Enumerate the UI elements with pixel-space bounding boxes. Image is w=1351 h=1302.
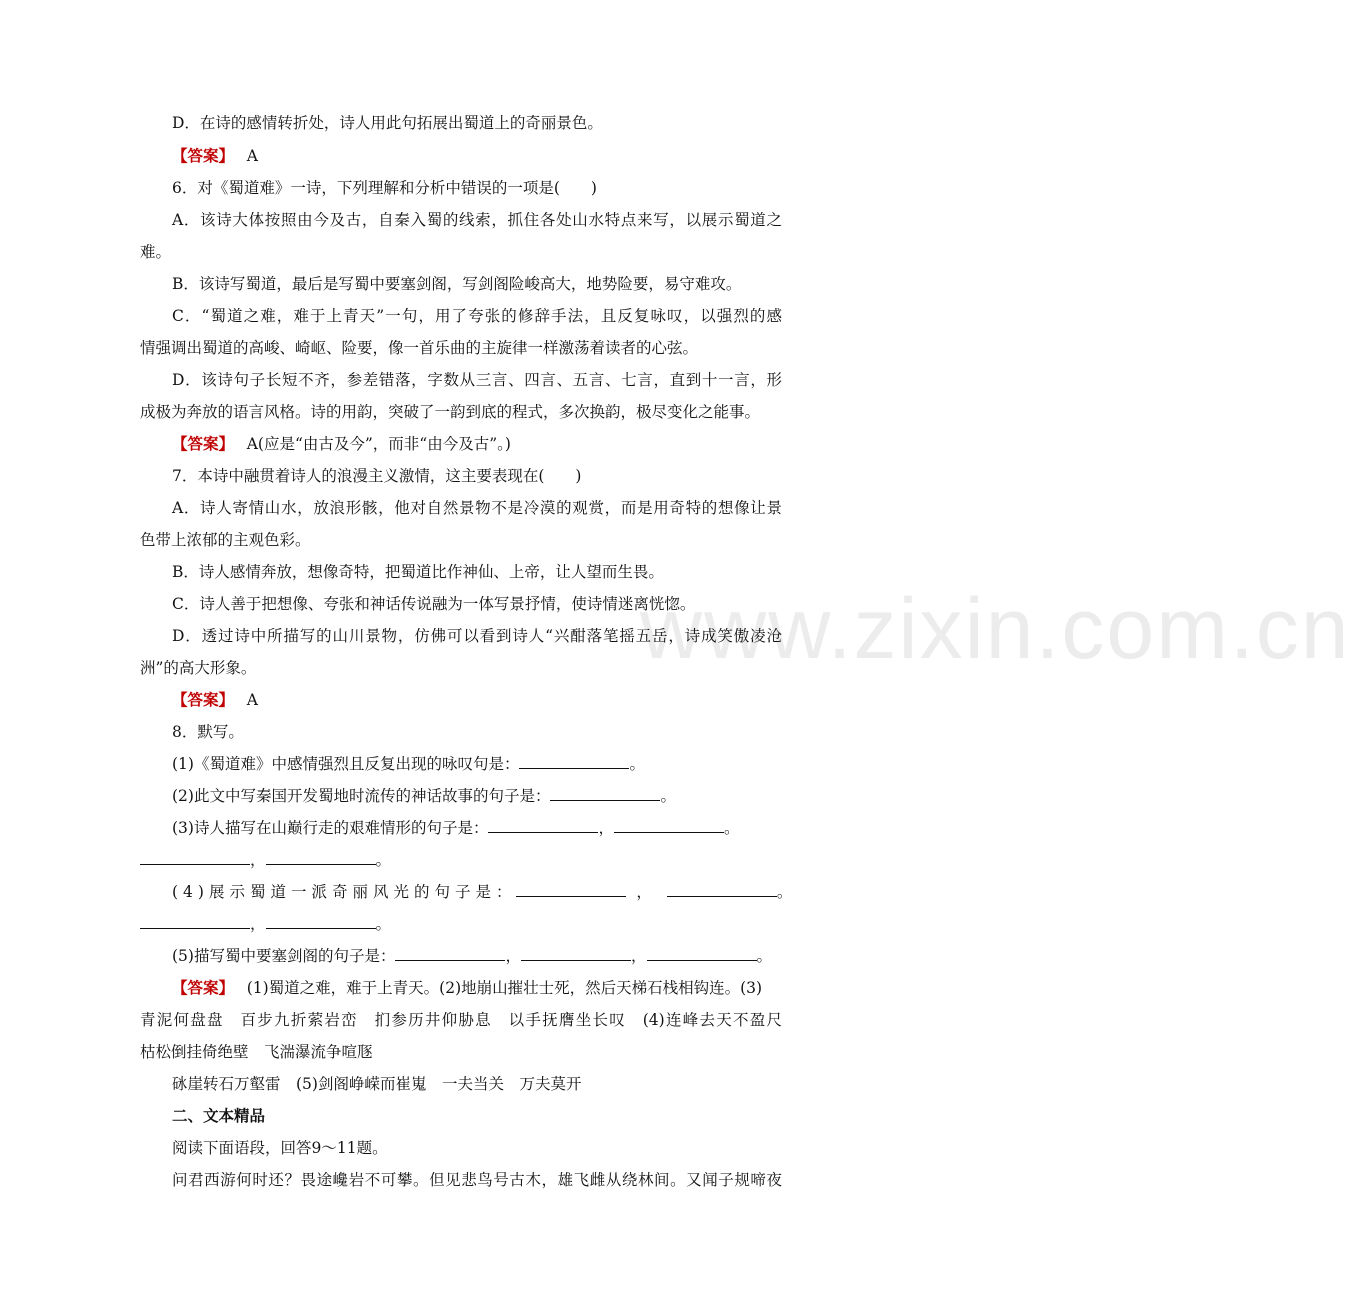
option-d-q7-cont: 洲”的高大形象。 (140, 659, 257, 677)
answer-tag: 【答案】 (172, 434, 227, 453)
dictation-3-cont: ， 。 (140, 849, 782, 871)
blank[interactable] (516, 882, 626, 897)
answer-q8-cont: 枯松倒挂倚绝壁 飞湍瀑流争喧豗 (140, 1043, 373, 1061)
option-d-q6: D．该诗句子长短不齐，参差错落，字数从三言、四言、五言、七言，直到十一言，形 (172, 371, 782, 389)
dictation-1: (1)《蜀道难》中感情强烈且反复出现的咏叹句是： 。 (172, 755, 645, 773)
dictation-2: (2)此文中写秦国开发蜀地时流传的神话故事的句子是： 。 (172, 787, 676, 805)
answer-tag: 【答案】 (172, 146, 227, 165)
question-8: 8．默写。 (172, 723, 244, 741)
option-a-q7: A．诗人寄情山水，放浪形骸，他对自然景物不是冷漠的观赏，而是用奇特的想像让景 (172, 499, 782, 517)
blank[interactable] (140, 850, 250, 865)
reading-passage: 问君西游何时还？畏途巉岩不可攀。但见悲鸟号古木，雄飞雌从绕林间。又闻子规啼夜 (172, 1171, 782, 1189)
answer-q8-cont: 青泥何盘盘 百步九折萦岩峦 扪参历井仰胁息 以手抚膺坐长叹 (4)连峰去天不盈尺 (140, 1011, 782, 1029)
answer-q7 (172, 689, 782, 711)
answer-q5 (172, 145, 782, 167)
answer-q8 (172, 977, 782, 999)
option-b-q6: B．该诗写蜀道，最后是写蜀中要塞剑阁，写剑阁险峻高大，地势险要，易守难攻。 (172, 275, 742, 293)
blank[interactable] (614, 818, 724, 833)
blank[interactable] (521, 946, 631, 961)
answer-text: A (246, 691, 258, 709)
question-6: 6．对《蜀道难》一诗，下列理解和分析中错误的一项是( ) (172, 179, 597, 197)
option-c-q6-cont: 情强调出蜀道的高峻、崎岖、险要，像一首乐曲的主旋律一样激荡着读者的心弦。 (140, 339, 699, 357)
question-7: 7．本诗中融贯着诗人的浪漫主义激情，这主要表现在( ) (172, 467, 582, 485)
answer-text: (1)蜀道之难，难于上青天。(2)地崩山摧壮士死，然后天梯石栈相钩连。(3) (246, 979, 763, 997)
blank[interactable] (647, 946, 757, 961)
answer-text: A (246, 147, 258, 165)
reading-instruction: 阅读下面语段，回答9～11题。 (172, 1139, 388, 1157)
option-d-q6-cont: 成极为奔放的语言风格。诗的用韵，突破了一韵到底的程式，多次换韵，极尽变化之能事。 (140, 403, 761, 421)
dictation-4: (4)展示蜀道一派奇丽风光的句子是： ， 。 (172, 883, 798, 901)
blank[interactable] (266, 850, 376, 865)
blank[interactable] (395, 946, 505, 961)
blank[interactable] (488, 818, 598, 833)
option-a-q6: A．该诗大体按照由今及古，自秦入蜀的线索，抓住各处山水特点来写，以展示蜀道之 (172, 211, 782, 229)
blank[interactable] (266, 914, 376, 929)
answer-text: A(应是“由古及今”，而非“由今及古”。) (246, 435, 511, 453)
option-c-q7: C．诗人善于把想像、夸张和神话传说融为一体写景抒情，使诗情迷离恍惚。 (172, 595, 696, 613)
dictation-3: (3)诗人描写在山巅行走的艰难情形的句子是： ， 。 (172, 819, 740, 837)
option-a-q6-cont: 难。 (140, 243, 172, 261)
option-a-q7-cont: 色带上浓郁的主观色彩。 (140, 531, 311, 549)
blank[interactable] (140, 914, 250, 929)
answer-q8-cont: 砯崖转石万壑雷 (5)剑阁峥嵘而崔嵬 一夫当关 万夫莫开 (172, 1075, 582, 1093)
answer-tag: 【答案】 (172, 978, 227, 997)
option-b-q7: B．诗人感情奔放，想像奇特，把蜀道比作神仙、上帝，让人望而生畏。 (172, 563, 664, 581)
blank[interactable] (550, 786, 660, 801)
answer-tag: 【答案】 (172, 690, 227, 709)
answer-q6 (172, 433, 782, 455)
option-d-q5: D．在诗的感情转折处，诗人用此句拓展出蜀道上的奇丽景色。 (172, 114, 603, 132)
watermark: www.zixin.com.cn (640, 581, 1351, 677)
dictation-4-cont: ， 。 (140, 913, 782, 935)
option-d-q7: D．透过诗中所描写的山川景物，仿佛可以看到诗人“兴酣落笔摇五岳，诗成笑傲凌沧 (172, 627, 782, 645)
blank[interactable] (667, 882, 777, 897)
dictation-5: (5)描写蜀中要塞剑阁的句子是： ， ， 。 (172, 947, 773, 965)
option-c-q6: C．“蜀道之难，难于上青天”一句，用了夸张的修辞手法，且反复咏叹，以强烈的感 (172, 307, 782, 325)
blank[interactable] (519, 754, 629, 769)
section-heading: 二、文本精品 (172, 1106, 266, 1125)
